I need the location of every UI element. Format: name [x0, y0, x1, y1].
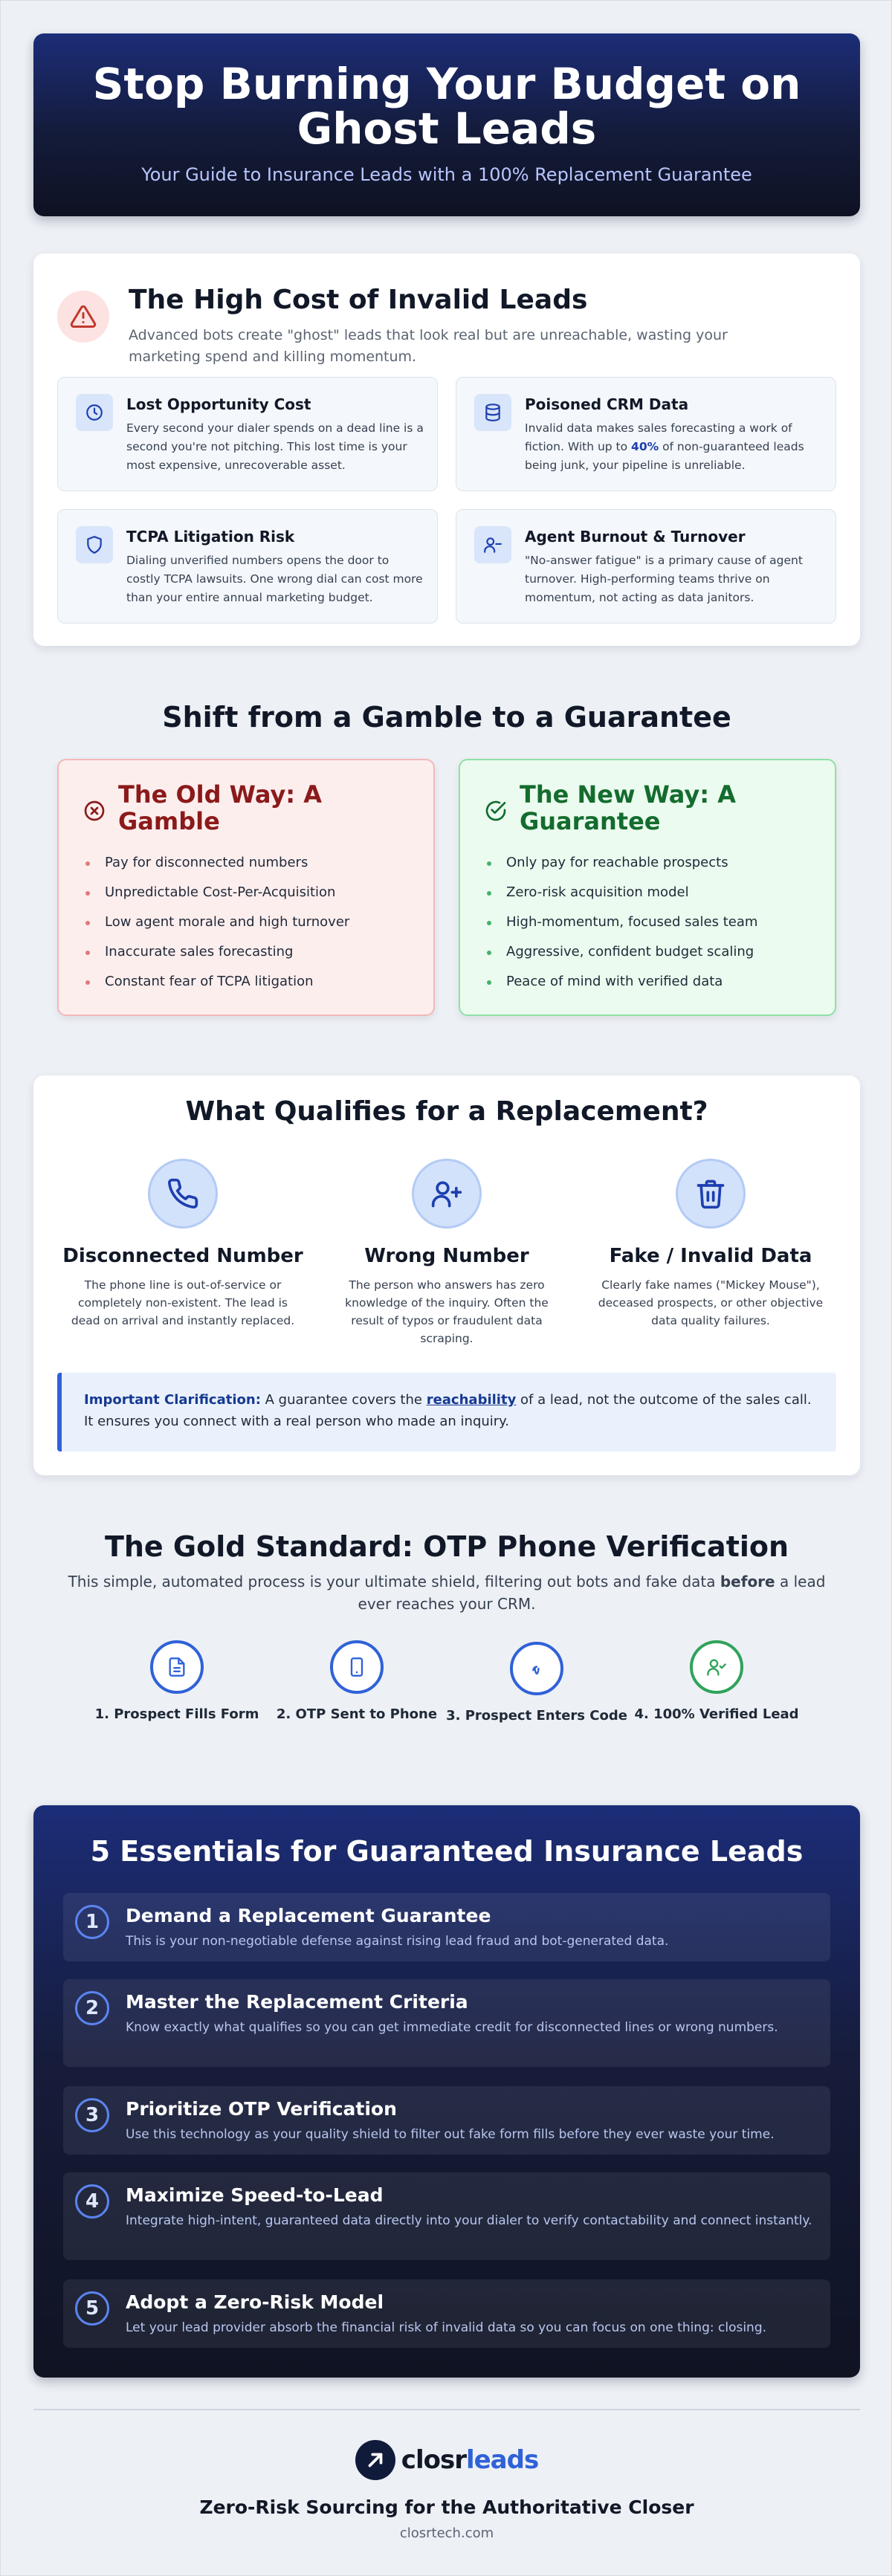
tile-title: Poisoned CRM Data [525, 395, 689, 413]
logo-wordmark-part: closr [401, 2445, 466, 2475]
list-item: Inaccurate sales forecasting [84, 937, 349, 967]
otp-step [264, 1640, 450, 1725]
phone-icon [148, 1159, 218, 1229]
essential-text: Integrate high-intent, guaranteed data directly into your dialer to verify contactability and connect instantly. [126, 2213, 812, 2228]
essential-item [63, 2172, 830, 2260]
tile-lost-opportunity [57, 377, 438, 491]
step-label: 2. OTP Sent to Phone [276, 1706, 438, 1722]
list-item: Low agent morale and high turnover [84, 907, 349, 937]
check-circle-icon [484, 799, 508, 826]
list-item: High-momentum, focused sales team [485, 907, 757, 937]
clarification-lead: Important Clarification: [84, 1392, 261, 1408]
tile-title: Agent Burnout & Turnover [525, 528, 746, 546]
stat-highlight: 40% [631, 440, 659, 453]
hero-title: Stop Burning Your Budget on Ghost Leads [92, 59, 801, 154]
qualify-wrong-number [324, 1159, 569, 1347]
tile-text: "No-answer fatigue" is a primary cause of agent turnover. High-performing teams thrive on momentum, not acting as data janitors. [525, 554, 803, 604]
warning-triangle-icon [57, 291, 109, 343]
new-way-list [485, 848, 757, 997]
qualify-text: The person who answers has zero knowledge of the inquiry. Often the result of typos or fraudulent data scraping. [345, 1278, 549, 1345]
qualify-title: Disconnected Number [62, 1245, 303, 1267]
essential-number: 5 [75, 2291, 109, 2326]
clarification-text: of a lead, not the outcome of the sales call. It ensures you connect with a real person who made an inquiry. [84, 1392, 812, 1429]
otp-title: The Gold Standard: OTP Phone Verification [104, 1530, 789, 1563]
clarification-emphasis: reachability [426, 1392, 517, 1408]
list-item: Constant fear of TCPA litigation [84, 967, 349, 997]
cost-intro: Advanced bots create "ghost" leads that look real but are unreachable, wasting your marketing spend and killing momentum. [129, 327, 728, 365]
essential-title: Demand a Replacement Guarantee [126, 1905, 491, 1926]
cost-section [33, 253, 860, 646]
tile-agent-burnout [456, 509, 836, 624]
footer-divider [33, 2409, 860, 2410]
list-item: Peace of mind with verified data [485, 967, 757, 997]
essential-item [63, 2086, 830, 2155]
shift-title: Shift from a Gamble to a Guarantee [162, 701, 731, 734]
database-icon [474, 394, 511, 431]
list-item: Unpredictable Cost-Per-Acquisition [84, 878, 349, 907]
brand-logo[interactable] [1, 2440, 892, 2480]
tile-text-part: of non-guaranteed leads being junk, your pipeline is unreliable. [525, 440, 804, 472]
essential-text: Use this technology as your quality shield to filter out fake form fills before they ever waste your time. [126, 2127, 775, 2142]
otp-step [84, 1640, 270, 1725]
list-item: Zero-risk acquisition model [485, 878, 757, 907]
essential-text: Know exactly what qualifies so you can get immediate credit for disconnected lines or wrong numbers. [126, 2020, 778, 2035]
old-way-title: The Old Way: A Gamble [118, 780, 322, 835]
logo-wordmark-part: leads [465, 2445, 539, 2475]
essential-number: 3 [75, 2098, 109, 2132]
otp-subtitle-part: a lead ever reaches your CRM. [358, 1573, 826, 1613]
footer-tagline: Zero-Risk Sourcing for the Authoritative Closer [199, 2496, 694, 2518]
user-plus-icon [412, 1159, 482, 1229]
essential-number: 4 [75, 2184, 109, 2219]
tile-title: TCPA Litigation Risk [126, 528, 295, 546]
list-item: Only pay for reachable prospects [485, 848, 757, 878]
qualify-text: The phone line is out-of-service or completely non-existent. The lead is dead on arrival and instantly replaced. [71, 1278, 295, 1327]
list-item: Aggressive, confident budget scaling [485, 937, 757, 967]
old-way-list [84, 848, 349, 997]
otp-subtitle-emphasis: before [720, 1573, 775, 1590]
cost-title: The High Cost of Invalid Leads [129, 285, 588, 315]
essential-number: 2 [75, 1991, 109, 2025]
hero-banner [33, 33, 860, 216]
otp-subtitle-part: This simple, automated process is your ultimate shield, filtering out bots and fake data [68, 1573, 720, 1590]
list-item: Pay for disconnected numbers [84, 848, 349, 878]
clarification-text: A guarantee covers the [260, 1392, 427, 1408]
user-minus-icon [474, 526, 511, 563]
otp-subtitle [60, 1570, 833, 1615]
fingerprint-icon [510, 1642, 563, 1695]
tile-text: Dialing unverified numbers opens the door to costly TCPA lawsuits. One wrong dial can cost more than your entire annual marketing budget. [126, 554, 423, 604]
qualify-text: Clearly fake names ("Mickey Mouse"), deceased prospects, or other objective data quality failures. [598, 1278, 824, 1327]
new-way-title: The New Way: A Guarantee [520, 780, 736, 835]
qualifies-section [33, 1075, 860, 1475]
form-icon [150, 1640, 204, 1694]
essential-number: 1 [75, 1905, 109, 1939]
tile-text [525, 419, 822, 475]
essential-item [63, 2279, 830, 2348]
trash-icon [676, 1159, 746, 1229]
essential-title: Adopt a Zero-Risk Model [126, 2291, 384, 2313]
tile-title: Lost Opportunity Cost [126, 395, 311, 413]
new-way-card [459, 759, 836, 1016]
clarification-callout [57, 1373, 836, 1452]
essential-title: Maximize Speed-to-Lead [126, 2184, 384, 2206]
essential-item [63, 1979, 830, 2067]
footer-url[interactable]: closrtech.com [399, 2525, 494, 2541]
essential-text: Let your lead provider absorb the financial risk of invalid data so you can focus on one thing: closing. [126, 2320, 767, 2335]
old-way-card [57, 759, 435, 1016]
tile-tcpa-risk [57, 509, 438, 624]
step-label: 3. Prospect Enters Code [446, 1708, 627, 1724]
qualify-title: Fake / Invalid Data [609, 1245, 812, 1267]
tile-text-part: Invalid data makes sales forecasting a work of fiction. With up to [525, 421, 792, 453]
clock-icon [76, 394, 113, 431]
otp-step [624, 1640, 809, 1725]
user-check-icon [690, 1640, 743, 1694]
arrow-up-right-icon [355, 2440, 395, 2480]
hero-subtitle: Your Guide to Insurance Leads with a 100% Replacement Guarantee [141, 164, 752, 185]
essential-title: Master the Replacement Criteria [126, 1991, 468, 2013]
step-label: 1. Prospect Fills Form [94, 1706, 259, 1722]
essentials-section [33, 1805, 860, 2378]
qualify-fake-data [588, 1159, 833, 1330]
logo-wordmark [401, 2445, 538, 2475]
qualify-disconnected [60, 1159, 306, 1330]
tile-text: Every second your dialer spends on a dead line is a second you're not pitching. This lost time is your most expensive, unrecoverable asset. [126, 421, 424, 472]
x-circle-icon [83, 799, 106, 826]
essential-title: Prioritize OTP Verification [126, 2098, 397, 2120]
otp-step [444, 1642, 630, 1726]
essential-text: This is your non-negotiable defense against rising lead fraud and bot-generated data. [126, 1934, 669, 1949]
essential-item [63, 1893, 830, 1961]
essentials-title: 5 Essentials for Guaranteed Insurance Leads [90, 1835, 804, 1868]
tile-poisoned-crm [456, 377, 836, 491]
step-label: 4. 100% Verified Lead [634, 1706, 799, 1722]
mobile-phone-icon [330, 1640, 384, 1694]
qualifies-title: What Qualifies for a Replacement? [185, 1096, 708, 1127]
shield-icon [76, 526, 113, 563]
qualify-title: Wrong Number [364, 1245, 529, 1267]
